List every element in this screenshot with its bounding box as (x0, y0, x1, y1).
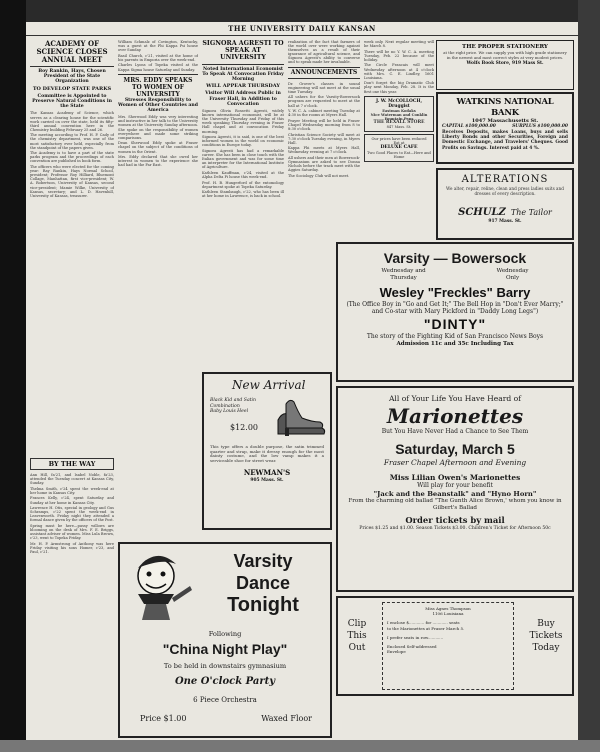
order-form[interactable] (382, 602, 514, 690)
masthead: THE UNIVERSITY DAILY KANSAN (26, 22, 578, 36)
article-text: The Circle Francais will meet Wednesday afternoon at 4 o'clock with Mrs. C. E. Lindley, 1601 Louisiana. (364, 63, 434, 80)
clown-eye (161, 572, 166, 577)
article-text: Mrs. Eddy declared that she owed her interest in women to the experience she had had in the Far East. (118, 155, 198, 168)
marionettes-line: But You Have Never Had a Chance to See Them (381, 428, 529, 435)
marionettes-line: "Jack and the Beanstalk" and "Hyno Horn" (373, 489, 537, 498)
shoe-shape-front (286, 400, 323, 428)
page-edge-bottom (0, 740, 600, 752)
ad-stationery-sign: Wolfs Book Store, 919 Mass St. (466, 61, 544, 66)
divider (202, 64, 284, 65)
alterations-tagline: The Tailor (510, 208, 552, 217)
alterations-body: We alter, repair, reline, clean and press ladies suits and dresses of every description. (446, 186, 564, 196)
alterations-title: ALTERATIONS (461, 174, 549, 185)
marionettes-line: All of Your Life You Have Heard of (388, 394, 522, 403)
subhead-signora: Noted International Economist To Speak At Convocation Friday Morning (202, 66, 284, 83)
film-admission: Admission 11c and 35c Including Tax (396, 340, 514, 347)
ad-varsity-bowersock (336, 242, 574, 382)
dance-floor: Waxed Floor (261, 714, 312, 723)
buy-text (524, 618, 568, 654)
shoe-headline: New Arrival (232, 378, 306, 392)
marionettes-line: Miss Lilian Owen's Marionettes (389, 473, 521, 482)
article-text: Dr. Grover's classes in sound engineering will not meet at the usual time Tuesday. (288, 81, 360, 94)
theatre-dash: — (433, 250, 448, 266)
bank-address: 1047 Massachusetts St. (471, 118, 539, 124)
clip-line: Clip (347, 619, 367, 629)
day-text: Wednesday and (381, 268, 426, 274)
headline-mrs-eddy: MRS. EDDY SPEAKS TO WOMEN OF UNIVERSITY (123, 76, 193, 98)
ad-druggist-line: Nice Waterman and Conklin Fountain Pens (370, 112, 428, 121)
alterations-address: 917 Mass. St. (488, 219, 522, 224)
form-line: I prefer seats in row............ (387, 634, 444, 640)
clown-arm (172, 586, 192, 602)
column-2 (118, 40, 198, 540)
dance-party: One O'clock Party (174, 676, 276, 687)
marionettes-line: From the charming old ballad "The Gunth Alice Brown,' whom you know in Gilbert's Ballad (348, 498, 562, 512)
article-text: week only. Next regular meeting will be March 8. (364, 40, 434, 49)
dance-following: Following (208, 630, 242, 638)
shoe-line: Baby Louis Heel (210, 409, 249, 415)
dance-orchestra: 6 Piece Orchestra (193, 696, 257, 704)
marionettes-line: Prices $1.25 and $1.00. Season Tickets $3.00. Children's Ticket for Afternoon 50c (359, 526, 551, 532)
ad-varsity-dance (118, 542, 332, 738)
marionettes-title: Marionettes (386, 404, 524, 428)
ad-stationery-body: at the right price. We can supply you with high grade stationery in the newest and most correct styles at very modest prices. (443, 50, 567, 60)
clown-collar (138, 594, 174, 604)
article-text: Don't forget the big Dramatic Club play next Monday, Feb. 28. It is the first one this year. (364, 81, 434, 94)
ad-druggist-line: 847 Mass. St. (386, 125, 412, 129)
bank-capital: CAPITAL $100,000.00 (442, 124, 496, 129)
article-text: Signora Olivia Rossetti Agresti, widely known international economist, will be at the University Thursday and Friday of this week speaking Thursday evening in Fraser Hall chapel and at convocation Friday morning. (202, 109, 284, 134)
film-star-desc: (The Office Boy in "Go and Get It;" The Bell Hop in "Don't Ever Marry;" and Co-star with Mary Pickford in "Daddy Long Legs") (346, 300, 564, 315)
ad-deluxe-cafe (364, 134, 434, 162)
article-text: Mrs. Sherwood Eddy was very interesting and instructive in her talk to the University women at the University Sunday afternoon. She spoke on the responsibility of women everywhere and made some striking comparisons. (118, 115, 198, 140)
form-line: I enclose $............ for ............ seats (387, 620, 460, 626)
article-text: realization of the fact that farmers of the world over were working against themselves as a result of their ignorance of agricultural science, and Signora Agresti's ability to converse and to speak made her invaluable. (288, 40, 360, 65)
shoe-illustration (272, 394, 328, 438)
article-text: All ushers and their men at Bowersock-Gymnasium are asked to see Donna Nichols before the track meet with the Aggies Saturday. (288, 156, 360, 173)
theatre-right: Bowersock (451, 250, 527, 266)
article-text: Prayer Meeting will be held in Fraser Chapel Wednesday morning from 8 to 8:30 o'clock. (288, 118, 360, 131)
article-text: William Schmalz of Covington, Kentucky, was a guest at the Phi Kappa Psi house over Sunday. (118, 40, 198, 53)
ad-stationery (436, 40, 574, 90)
subhead-visitor: Visitor Will Address Public in Fraser Hall, in Addition to Convocation (205, 91, 281, 107)
ad-cafe-line: Two Good Places to Eat—Here and Home (367, 150, 431, 159)
form-line: 1106 Louisiana (432, 611, 464, 617)
article-text: The Academy is to have a part of the state parks program and the proceedings of each convention are published in book form. (30, 151, 114, 164)
dance-title-line: Dance (235, 573, 291, 593)
article-text: Spring must be here—pussy willows are blooming on the desk of Mrs. F. E. Briggs, assistant adviser of women. Miss Lula Brown, c'23, went to Topeka Friday. (30, 524, 114, 541)
column-5 (364, 40, 434, 240)
shoe-line: Combination (210, 403, 240, 409)
article-text: The Sociology Club will not meet. (288, 173, 350, 178)
day-text: Wednesday (496, 268, 529, 274)
buy-line: Buy (537, 619, 555, 629)
theatre-days (346, 268, 564, 282)
shoe-store: NEWMAN'S (243, 467, 291, 477)
subhead-thursday: WILL APPEAR THURSDAY (206, 83, 280, 90)
form-line: Envelope (387, 649, 406, 655)
theatre-left: Varsity (383, 250, 430, 266)
divider (30, 66, 114, 67)
marionettes-line: Will play for your benefit (417, 482, 493, 489)
dance-title (200, 550, 326, 616)
dance-footer (140, 714, 312, 724)
headline-signora: SIGNORA AGRESTI TO SPEAK AT UNIVERSITY (202, 40, 284, 62)
column-1 (30, 40, 114, 458)
headline-announcements: ANNOUNCEMENTS (288, 67, 360, 79)
alterations-sign (443, 200, 567, 219)
form-line: Enclosed Self-addressed (387, 644, 437, 650)
article-text: All ushers for the Varsity-Bowersock program are requested to meet at the hall at 7 o'clock. (288, 95, 360, 108)
film-desc: The story of the Fighting Kid of San Francisco News Boys (366, 332, 544, 340)
article-text: Ann Hill, fa'21, and Isabel Noble, fa'23, attended the Tuesday concert at Kansas City, Sunday. (30, 473, 114, 486)
shoe-price: $12.00 (230, 422, 258, 432)
page-edge-left (0, 0, 26, 752)
shoe-heel (285, 428, 289, 436)
divider (118, 74, 198, 75)
dance-price: Price $1.00 (140, 714, 187, 723)
alterations-name: SCHULZ (458, 207, 506, 218)
ad-cafe-line: Eat at (393, 141, 405, 146)
shoe-address: 905 Mass. St. (250, 477, 284, 483)
bank-title: WATKINS NATIONAL BANK (456, 96, 554, 117)
column-3 (202, 40, 284, 366)
article-text: The meeting according to Prof. H. P. Cady of the chemistry department, was one of the most satisfactory ever held, especially from the standpoint of the papers given. (30, 133, 114, 150)
theatre-days-right (497, 268, 529, 282)
page-edge-right (578, 0, 600, 752)
shoe-line: Black Kid and Satin (210, 398, 256, 403)
headline-academy: ACADEMY OF SCIENCE CLOSES ANNUAL MEET (36, 40, 108, 64)
article-text: Prof. H. B. Hungerford of the entomology department spoke at Topeka Saturday. (202, 180, 284, 189)
ad-stationery-title: THE PROPER STATIONERY (462, 44, 548, 50)
article-text: Lawrence H. Otis, special in geology and Gus Schramps, c'22 spent the week-end in Leavenworth. Friday night they attended a formal dance given by the officers of the Post. (30, 506, 114, 523)
by-the-way-column (30, 458, 114, 738)
ad-cafe-name: DELUXE CAFE (380, 145, 418, 151)
article-text: The officers who were elected for the coming year: Ray Rankin, Hays Normal School, president; Professor Roy Hilliard, Bluemont Collage, Manhattan, first vice-president; W. A. Robertson, University of Kansas, second vice-president; Mamie Wilke, University of Kansas, secretary; and L. D. Havenhill, University of Kansas, treasurer. (30, 165, 114, 198)
theatre-days-left (381, 268, 425, 282)
article-text: Y. W. C. A. cabinet meeting Tuesday at 4:30 in the rooms at Myers Hall. (288, 109, 360, 118)
article-text: Frances Kelly, c'24, spent Saturday and Sunday at her home in Kansas City. (30, 496, 114, 505)
dance-title-line: Varsity (233, 551, 293, 571)
marionettes-place: Fraser Chapel Afternoon and Evening (383, 458, 527, 467)
subhead-committee: Committee is Appointed to Preserve Natural Conditions in the State (32, 93, 112, 110)
clip-line: This (347, 631, 367, 641)
form-line: Miss Agnes Thompson (425, 606, 471, 611)
theatre-names (346, 250, 564, 266)
ad-newmans-shoes (202, 372, 332, 530)
article-text: Charles Lyons of Topeka visited at the Kappa Sigma house Saturday and Sunday. (118, 63, 198, 72)
ad-druggist-title: J. W. McCOLLOCH, Druggist (375, 98, 423, 109)
marionettes-line: Order tickets by mail (405, 515, 505, 526)
bank-surplus: SURPLUS $100,000.00 (512, 124, 568, 129)
ad-druggist-line: Eastman Kodaks (382, 108, 416, 113)
film-star: Wesley "Freckles" Barry (379, 284, 531, 300)
newspaper-page (26, 22, 578, 740)
article-text: Signora Agresti, it is said, is one of the best informed women in the world on economic conditions in Europe today. (202, 135, 284, 148)
article-text: Kappa Phi meets at Myers Hall, Wednesday evening at 7 o'clock. (288, 146, 360, 155)
article-text: Mr. H. P. Armstrong of Anthony was here Friday visiting his sons Homer, c'23, and Paul, c'21. (30, 541, 114, 555)
article-text: Kathleen Kauffman, c'24, visited at the Alpha Delta Pi house this week-end. (202, 170, 284, 179)
film-title: "DINTY" (423, 315, 487, 332)
ad-druggist-line: THE REXALL STORE (373, 119, 425, 125)
subhead-academy: Boy Rankin, Hays, Chosen President of the State Organization (38, 69, 106, 85)
article-text: Christian Science Society will meet at 7:30 o'clock Tuesday evening, in Myers Hall. (288, 132, 360, 145)
dance-where: To be held in downstairs gymnasium (163, 662, 287, 670)
buy-line: Tickets (529, 631, 563, 641)
article-text: Signora Agresti has had a remarkable career. She has been in close touch with the Italian government and was for some time an interpreter for the International Institute of Agriculture. (202, 148, 284, 170)
ad-druggist (364, 96, 434, 132)
article-text: Kathleen Stambaugh, c'22, who has been ill at her home in Lawrence, is back in school. (202, 190, 284, 199)
article-text: The Kansas Academy of Science, which serves as a clearing house for the scientific work carried on over the state, held its fifty-third annual convention here in the Chemistry building February 25 and 26. (30, 111, 114, 132)
shoe-body: This type offers a double purpose, the satin trimmed quarter and strap, make it dressy enough for the most dainty costume, and the low vamp makes it a serviceable shoe for street wear. (210, 443, 324, 464)
bank-body: Receives Deposits, makes Loans, buys and sells Liberty Bonds and other Securities, Foreign and Domestic Exchange, and Travelers' Cheques. Good Profits on Savings. Interest paid at 4 %. (442, 130, 568, 151)
article-text: Basil Church, c'21, visited at the home of his parents in Emporia over the week-end. (118, 53, 198, 62)
clown-eye (147, 572, 152, 577)
article-text: There will be no Y. W. C. A. meeting Tuesday, Feb. 22 because of the holiday. (364, 49, 434, 62)
dance-title-line: Tonight (227, 594, 299, 616)
dance-show: "China Night Play" (162, 641, 288, 657)
clip-line: Out (348, 643, 366, 653)
ad-alterations (436, 168, 574, 240)
article-text: Thelma Smith, c'24 spent the week-end at her home in Kansas City. (30, 486, 114, 495)
by-the-way-title: BY THE WAY (30, 458, 114, 470)
ad-ticket-order (336, 596, 574, 696)
form-line: to the Marionettes at Fraser March 5. (387, 625, 465, 631)
ad-marionettes (336, 386, 574, 592)
day-text: Only (505, 274, 520, 281)
subhead-parks: TO DEVELOP STATE PARKS (32, 85, 112, 92)
marionettes-date: Saturday, March 5 (395, 441, 515, 457)
subhead-mrs-eddy: Stresses Responsibility to Women of Other Countries and America (118, 97, 198, 114)
clip-text (344, 618, 370, 654)
clown-body (142, 604, 170, 620)
buy-line: Today (532, 643, 560, 653)
ad-watkins-bank (436, 92, 574, 164)
clown-illustration (126, 548, 194, 620)
day-text: Thursday (390, 274, 417, 281)
article-text: Dean Sherwood Eddy spoke at Fraser chapel on the subject of the conditions of women in the Orient. (118, 141, 198, 154)
ad-cafe-line: Our prices have been reduced (371, 137, 427, 142)
